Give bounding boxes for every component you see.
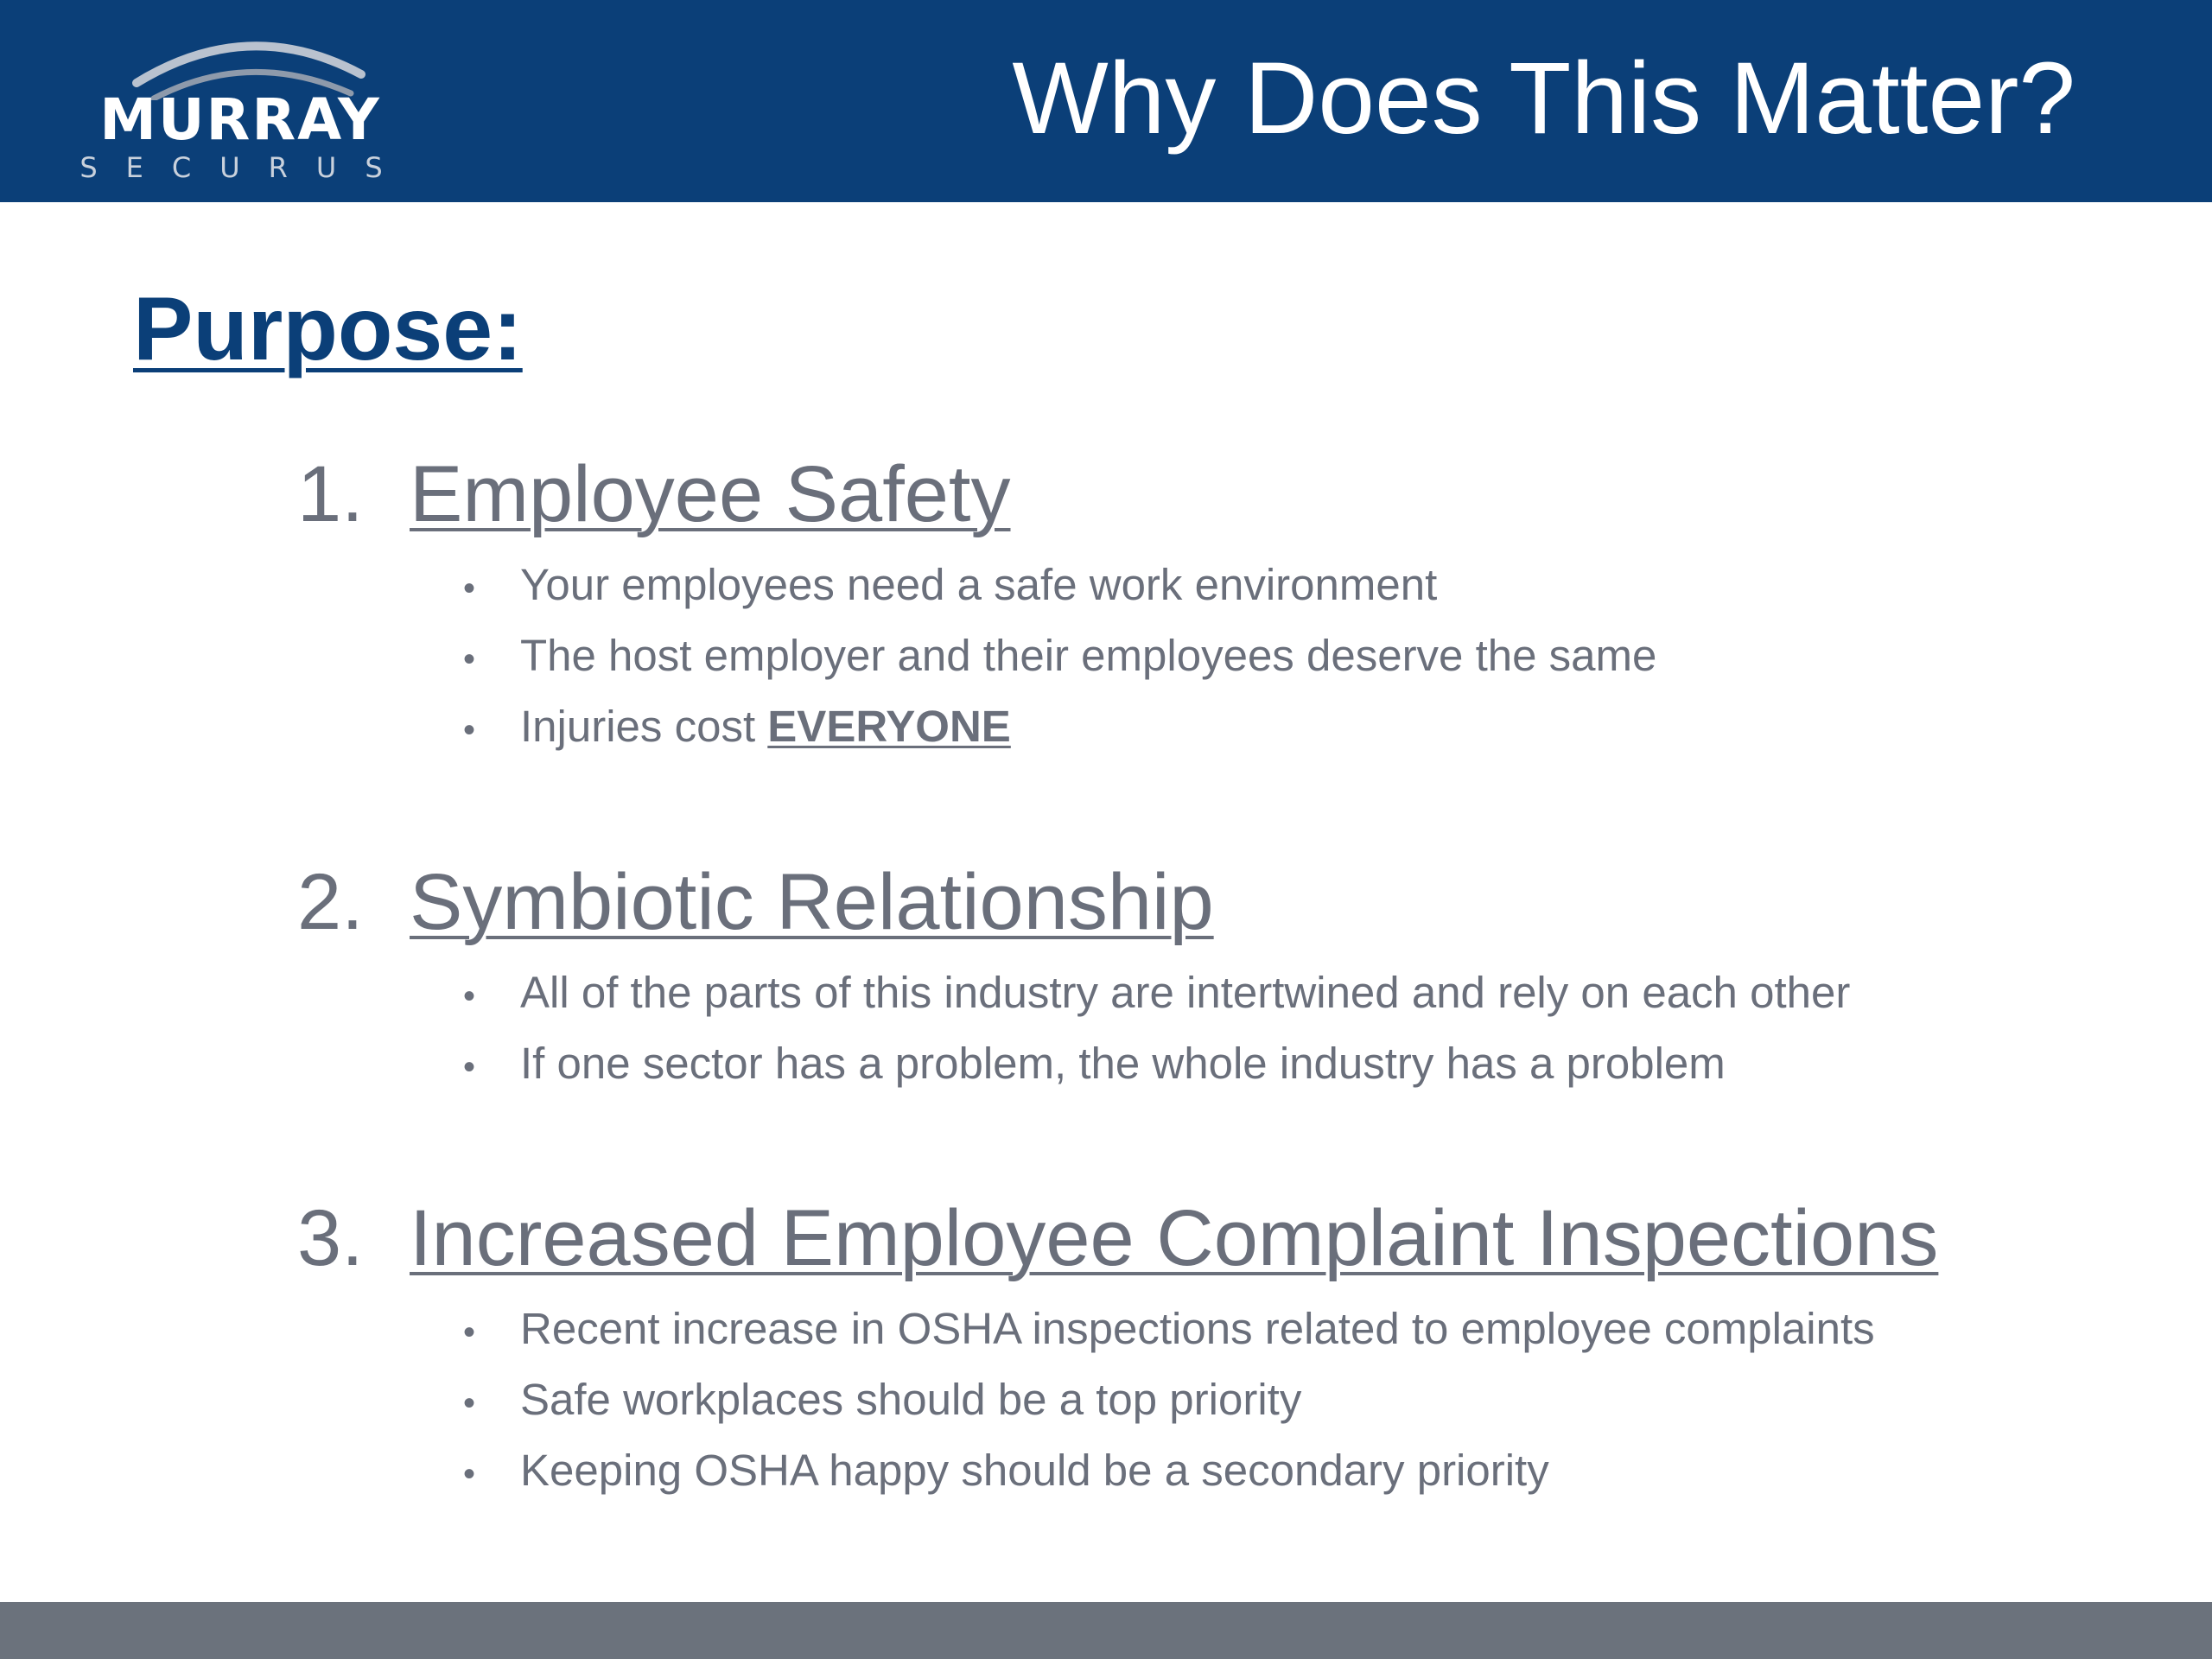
bullet-text: The host employer and their employees deserve the same [520, 630, 1657, 680]
bullet-text: All of the parts of this industry are intertwined and rely on each other [520, 967, 1851, 1017]
bullet-icon: • [463, 1383, 476, 1422]
section-complaint-inspections [297, 1193, 1938, 1506]
header-bar [0, 0, 2212, 202]
section-title: Symbiotic Relationship [410, 858, 1214, 946]
list-item [463, 620, 1656, 691]
section-title: Increased Employee Complaint Inspections [410, 1194, 1939, 1282]
bullet-list [463, 957, 1850, 1099]
bullet-icon: • [463, 1454, 476, 1493]
list-item [463, 1028, 1850, 1099]
section-employee-safety [297, 449, 1656, 762]
bullet-text: Keeping OSHA happy should be a secondary priority [520, 1445, 1549, 1495]
bullet-icon: • [463, 569, 476, 607]
list-item [463, 550, 1656, 620]
list-item [463, 691, 1656, 762]
bullet-icon: • [463, 710, 476, 749]
footer-bar [0, 1602, 2212, 1659]
section-symbiotic-relationship [297, 857, 1850, 1099]
bullet-icon: • [463, 1313, 476, 1351]
bullet-text: Injuries cost [520, 701, 768, 751]
section-heading [297, 857, 1850, 949]
section-number: 1. [297, 450, 364, 538]
emphasis-text: EVERYONE [767, 701, 1011, 751]
section-number: 3. [297, 1194, 364, 1282]
bullet-text: If one sector has a problem, the whole industry has a problem [520, 1038, 1726, 1088]
list-item [463, 1294, 1938, 1364]
bullet-text: Safe workplaces should be a top priority [520, 1374, 1302, 1424]
slide-title: Why Does This Matter? [1012, 41, 2075, 156]
bullet-list [463, 1294, 1938, 1506]
purpose-heading: Purpose: [133, 279, 523, 379]
logo-subtitle: SECURUS [79, 151, 411, 184]
bullet-text: Recent increase in OSHA inspections related to employee complaints [520, 1303, 1875, 1353]
section-title: Employee Safety [410, 450, 1011, 538]
bullet-icon: • [463, 639, 476, 678]
bullet-icon: • [463, 976, 476, 1015]
logo-wordmark: MURRAY [99, 86, 381, 153]
section-heading [297, 1193, 1938, 1285]
list-item [463, 957, 1850, 1028]
list-item [463, 1364, 1938, 1435]
company-logo [67, 22, 413, 184]
section-number: 2. [297, 858, 364, 946]
bullet-list [463, 550, 1656, 762]
section-heading [297, 449, 1656, 541]
bullet-icon: • [463, 1047, 476, 1086]
bullet-text: Your employees need a safe work environment [520, 559, 1438, 609]
list-item [463, 1435, 1938, 1506]
